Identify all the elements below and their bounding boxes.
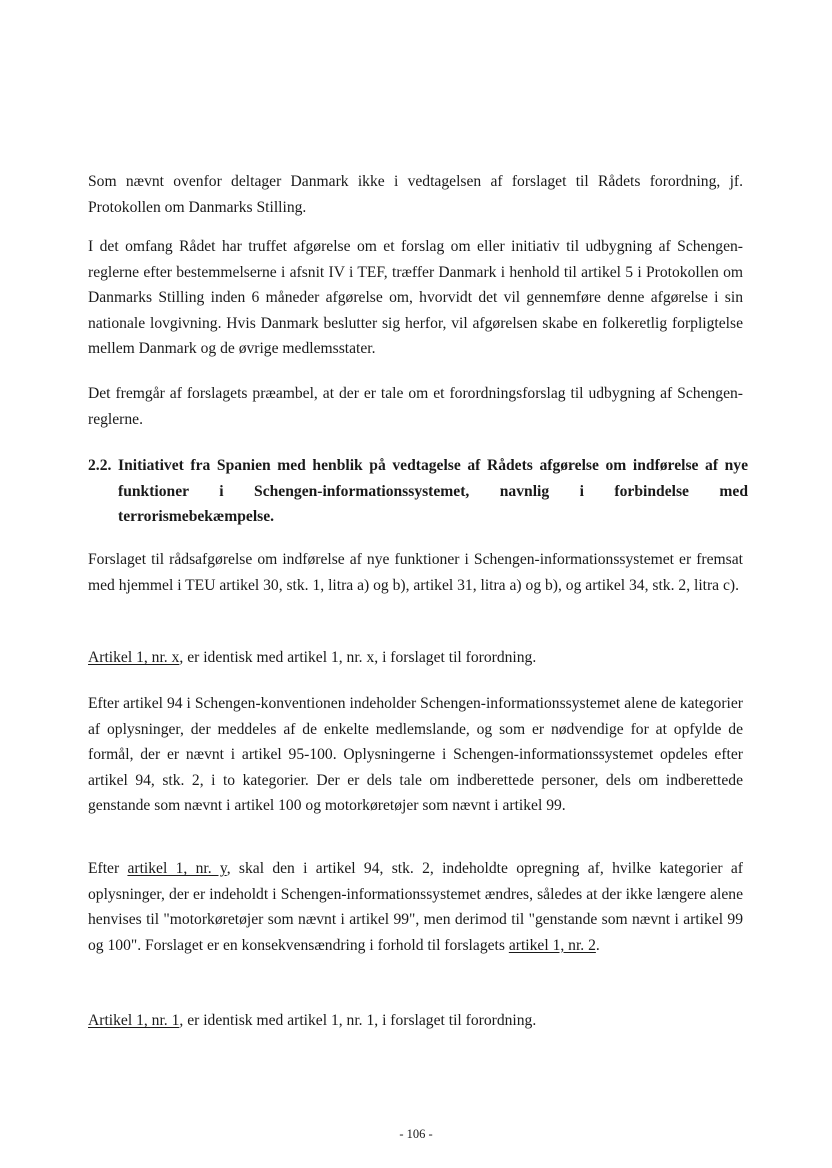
section-title: Initiativet fra Spanien med henblik på vedtagelse af Rådets afgørelse om indførelse af nye funktioner i Schengen-informationssystemet, navnlig i forbindelse med terrorismebekæmpelse. xyxy=(118,457,748,525)
artikel-1-nr-x-reference: Artikel 1, nr. x xyxy=(88,649,180,666)
paragraph-artikel-94: Efter artikel 94 i Schengen-konventionen indeholder Schengen-informationssystemet alene de kategorier af oplysninger, der meddeles af de enkelte medlemslande, og som er nødvendige for at opfylde de formål, der er nævnt i artikel 95-100. Oplysningerne i Schengen-informationssystemet opdeles efter artikel 94, stk. 2, i to kategorier. Der er dels tale om indberettede personer, dels om indberettede genstande som nævnt i artikel 100 og motorkøretøjer som nævnt i artikel 99. xyxy=(88,695,743,814)
paragraph-preamble: Det fremgår af forslagets præambel, at der er tale om et forordningsforslag til udbygning af Schengen-reglerne. xyxy=(88,385,743,428)
artikel-1-nr-y-reference: artikel 1, nr. y xyxy=(127,860,227,877)
section-number: 2.2. xyxy=(88,457,112,474)
artikel-1-nr-1-reference: Artikel 1, nr. 1 xyxy=(88,1012,180,1029)
artikel-1-nr-2-reference: artikel 1, nr. 2 xyxy=(508,936,596,954)
paragraph-schengen-decision: I det omfang Rådet har truffet afgørelse om et forslag om eller initiativ til udbygning af Schengen-reglerne efter bestemmelserne i afsnit IV i TEF, træffer Danmark i henhold til artikel 5 i Protokollen om Danmarks Stilling inden 6 måneder afgørelse om, hvorvidt det vil gennemføre denne afgørelse i sin nationale lovgivning. Hvis Danmark beslutter sig herfor, vil afgørelsen skabe en folkeretlig forpligtelse mellem Danmark og de øvrige medlemsstater. xyxy=(88,238,743,357)
page-number: - 106 - xyxy=(399,1127,433,1141)
paragraph-artikel-1-nr-y xyxy=(88,856,743,958)
paragraph-legal-basis: Forslaget til rådsafgørelse om indførelse af nye funktioner i Schengen-informationssystemet er fremsat med hjemmel i TEU artikel 30, stk. 1, litra a) og b), artikel 31, litra a) og b), og artikel 34, stk. 2, litra c). xyxy=(88,551,743,594)
artikel-1-nr-y-end: . xyxy=(595,936,600,954)
paragraph-danish-participation: Som nævnt ovenfor deltager Danmark ikke i vedtagelsen af forslaget til Rådets forordning, jf. Protokollen om Danmarks Stilling. xyxy=(88,173,743,216)
artikel-1-nr-y-text: , skal den i artikel 94, stk. 2, indeholdte opregning af, hvilke kategorier af oplysninger, der er indeholdt i Schengen-informationssystemet ændres, således at der ikke længere alene henvises til "motorkøretøjer som nævnt i artikel 99", men derimod til "genstande som nævnt i artikel 99 og 100". Forslaget er en konsekvensændring i forhold til forslagets xyxy=(88,860,743,954)
artikel-1-nr-1-text: , er identisk med artikel 1, nr. 1, i forslaget til forordning. xyxy=(179,1012,537,1029)
section-heading xyxy=(88,453,748,530)
paragraph-artikel-1-nr-1 xyxy=(88,1008,743,1034)
artikel-1-nr-y-intro: Efter xyxy=(88,860,128,877)
artikel-1-nr-x-text: , er identisk med artikel 1, nr. x, i forslaget til forordning. xyxy=(179,649,537,666)
paragraph-artikel-1-nr-x xyxy=(88,645,743,671)
